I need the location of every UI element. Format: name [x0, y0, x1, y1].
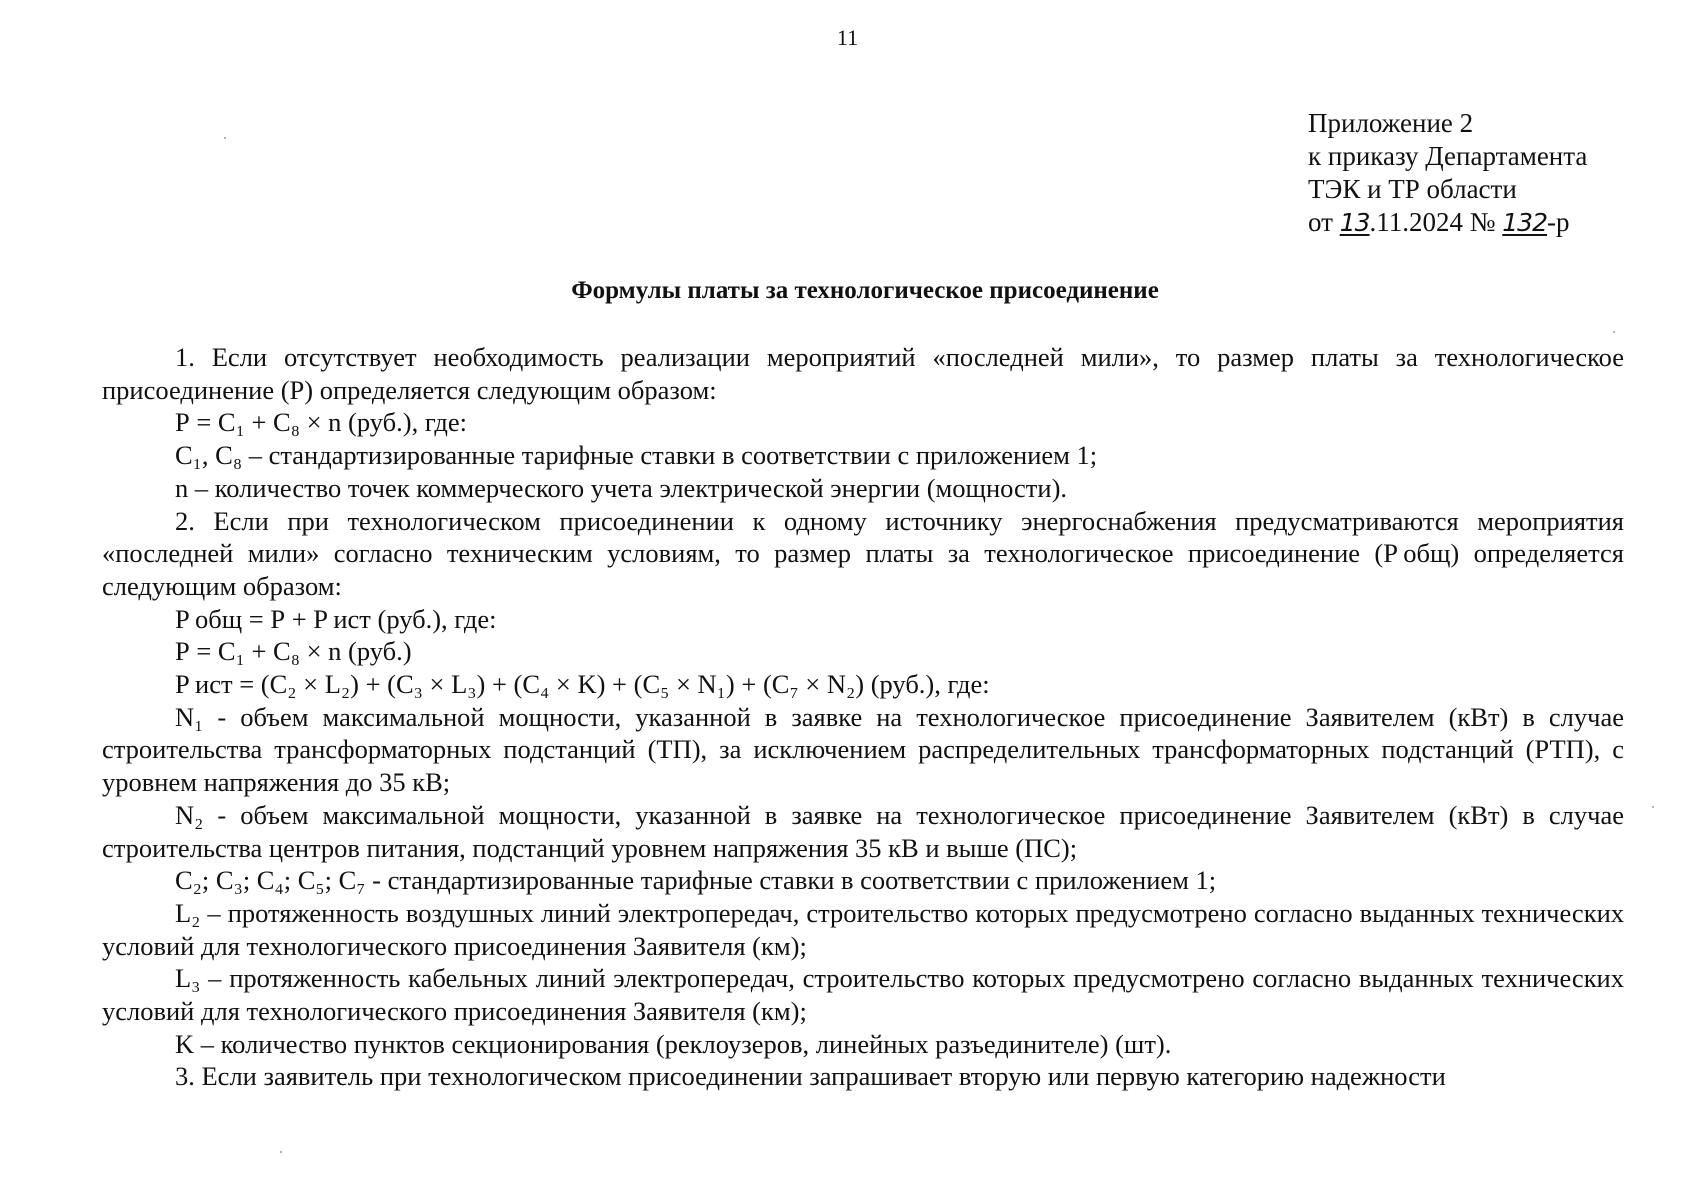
formula-p-total: Р общ = Р + Р ист (руб.), где:: [175, 603, 497, 634]
scan-speck: [280, 1151, 282, 1153]
paragraph-2: 2. Если при технологическом присоединении к одному источнику энергоснабжения предусматриваются мероприятия «последней мили» согласно техническим условиям, то размер платы за технологическое присоединение (Р общ) определяется следующим образом:: [102, 505, 1624, 601]
definition-n: n – количество точек коммерческого учета электрической энергии (мощности).: [175, 472, 1068, 503]
definition-k: K – количество пунктов секционирования (реклоузеров, линейных разъединителе) (шт).: [175, 1028, 1172, 1059]
definition-n2: N₂ - объем максимальной мощности, указанной в заявке на технологическое присоединение Заявителем (кВт) в случае строительства центров питания, подстанций уровнем напряжения 35 кВ и выше (ПС);: [102, 799, 1624, 863]
paragraph-1: 1. Если отсутствует необходимость реализации мероприятий «последней мили», то размер платы за технологическое присоединение (Р) определяется следующим образом:: [102, 342, 1624, 405]
date-prefix: от: [1308, 207, 1340, 237]
definition-l2: L₂ – протяженность воздушных линий электропередач, строительство которых предусмотрено согласно выданных технических условий для технологического присоединения Заявителя (км);: [102, 897, 1624, 961]
handwritten-day: 13: [1339, 208, 1370, 237]
appendix-order-line: [1308, 206, 1587, 239]
appendix-line-2: к приказу Департамента: [1308, 141, 1588, 171]
definition-l3: L₃ – протяженность кабельных линий электропередач, строительство которых предусмотрено согласно выданных технических условий для технологического присоединения Заявителя (км);: [102, 963, 1624, 1027]
page-number: 11: [836, 25, 859, 50]
order-suffix: -р: [1547, 207, 1570, 237]
definition-n1: N₁ - объем максимальной мощности, указанной в заявке на технологическое присоединение Заявителем (кВт) в случае строительства трансформаторных подстанций (ТП), за исключением распределительных трансформаторных подстанций (РТП), с уровнем напряжения до 35 кВ;: [102, 701, 1624, 798]
formula-p-base: Р = С₁ + С₈ × n (руб.): [175, 636, 412, 667]
definition-c1-c8: С₁, С₈ – стандартизированные тарифные ставки в соответствии с приложением 1;: [175, 440, 1098, 471]
paragraph-3: 3. Если заявитель при технологическом присоединении запрашивает вторую или первую категорию надежности: [175, 1061, 1446, 1092]
formula-p-source: Р ист = (С₂ × L₂) + (С₃ × L₃) + (С₄ × K) + (С₅ × N₁) + (С₇ × N₂) (руб.), где:: [175, 669, 990, 700]
scan-speck: [1652, 806, 1654, 808]
appendix-line-1: Приложение 2: [1308, 108, 1474, 138]
date-rest: .11.2024 №: [1369, 207, 1503, 237]
formula-p: Р = С₁ + С₈ × n (руб.), где:: [175, 407, 467, 438]
appendix-line-3: ТЭК и ТР области: [1308, 174, 1517, 204]
scan-speck: [224, 137, 226, 139]
definition-c-rates: С₂; С₃; С₄; С₅; С₇ - стандартизированные тарифные ставки в соответствии с приложением 1;: [175, 865, 1217, 896]
document-body: [102, 341, 1624, 1093]
document-title: Формулы платы за технологическое присоединение: [571, 277, 1159, 304]
handwritten-order-number: 132: [1502, 208, 1547, 237]
scan-speck: [1613, 331, 1615, 333]
appendix-header: [1308, 107, 1587, 239]
